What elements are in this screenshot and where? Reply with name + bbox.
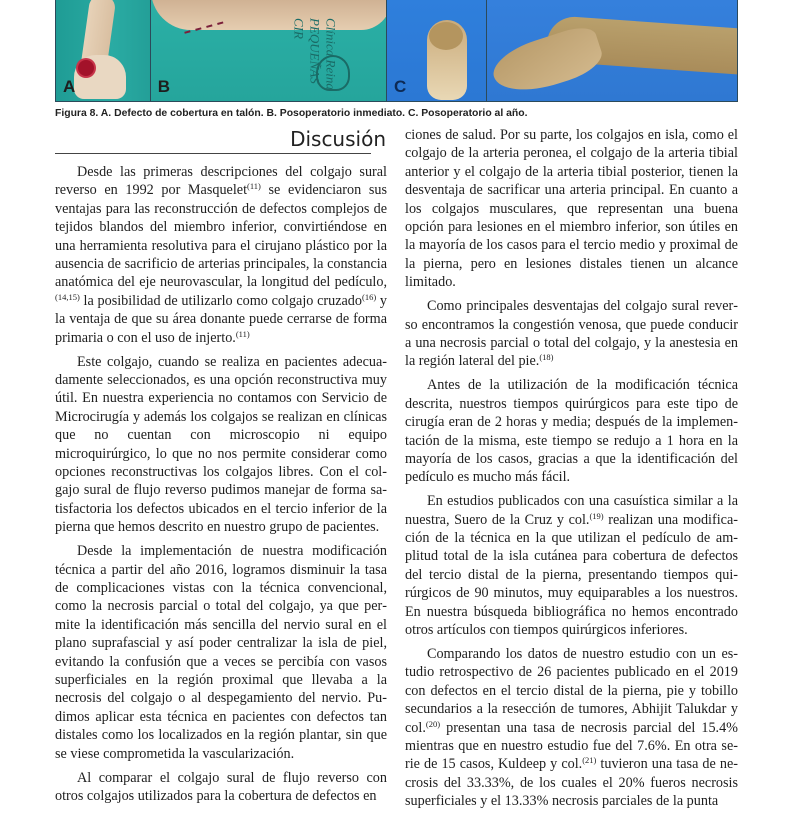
paragraph: Este colgajo, cuando se realiza en pacientes adecuadamente seleccionados, es una opción reconstructiva muy útil. En nuestra experiencia no contamos con Servicio de Microcirugía y además los colgajos se realizan en clínicas que no cuentan con microscopio ni equipo microquirúrgico, lo que no nos permite considerar como opciones reconstructivas los colgajos libres. Con el colgajo sural de flujo reverso pudimos manejar de forma satisfactoria los defectos ubicados en el tercio inferior de la pierna que hemos descrito en nuestro grupo de pacientes. — [55, 353, 387, 536]
text: realizan una modificación de la técnica en la que utilizan el pedículo de amplitud total de la isla cutánea para cobertura de defectos del tercio distal de la pierna, presentando tiempos quirúrgicos de 90 minutos, muy equiparables a los nuestros. En nuestra búsqueda bibliográfica no hemos encontrado otros artículos con tiempos quirúrgicos inferiores. — [405, 511, 738, 639]
heading-rule — [55, 153, 371, 154]
text: presentan una tasa de necrosis parcial del 15.4% mientras que en nuestro estudio fue del 7.6%. En otra serie de 15 casos, Kuldeep y col. — [405, 719, 738, 773]
paragraph: Al comparar el colgajo sural de flujo reverso con otros colgajos utilizados para la cobertura de defectos en — [55, 769, 387, 804]
text: Como principales desventajas del colgajo sural reverso encontramos la congestión venosa, que puede conducir a una necrosis parcial o total del colgajo, y la anestesia en la región lateral del pie. — [405, 298, 738, 370]
paragraph — [405, 645, 738, 811]
drape-text: Clínica Reina PEQUEÑAS CIR — [291, 18, 339, 90]
text: se evidenciaron sus ventajas para las reconstrucción de defectos complejos de tejidos blandos del miembro inferior, convirtiéndose en una herramienta resolutiva para el cirujano plástico por la ausencia de sacrificio de arterias principales, la constancia anatómica del eje neurovascular, la longitud del pedículo, — [55, 182, 387, 291]
figure-caption: Figura 8. A. Defecto de cobertura en talón. B. Posoperatorio inmediato. C. Posoperatorio al año. — [55, 108, 528, 119]
reference: (20) — [425, 718, 441, 729]
reference: (16) — [362, 291, 377, 302]
reference: (18) — [539, 352, 554, 363]
text: En estudios publicados con una casuística similar a la nuestra, Suero de la Cruz y col. — [405, 493, 738, 528]
paragraph-continued: ciones de salud. Por su parte, los colgajos en isla, como el colgajo de la arteria peronea, el colgajo de la arteria tibial anterior y el colgajo de la arteria tibial posterior, tienen la desventaja de sacrificar una arteria principal. En cuanto a los colgajos musculares, que representan una buena opción para lesiones en el miembro inferior, son útiles en la mayoría de los casos para el tercio medio y proximal de la pierna, pero en lesiones distales tienen un alcance limitado. — [405, 127, 738, 291]
figure-8 — [55, 0, 738, 102]
paragraph: Antes de la utilización de la modificación técnica descrita, nuestros tiempos quirúrgicos para este tipo de cirugía eran de 2 horas y media; después de la implementación de la misma, este tiempo se redujo a 1 hora en la mayoría de los casos, gracias a que la identificación del pedículo es mucho más fácil. — [405, 377, 738, 486]
text: Desde las primeras descripciones del colgajo sural reverso en 1992 por Masquelet — [55, 164, 387, 199]
paragraph — [405, 297, 738, 371]
text: y la ventaja de que su área donante puede cerrarse de forma primaria o con el uso de injerto. — [55, 292, 387, 346]
photo-panel-c — [387, 0, 487, 101]
reference: (11) — [235, 328, 250, 339]
photo-panel-a — [56, 0, 151, 101]
photo-panel-d — [487, 0, 737, 101]
text: la posibilidad de utilizarlo como colgajo cruzado — [79, 292, 362, 309]
panel-label-c: C — [394, 77, 407, 96]
left-column — [55, 163, 387, 811]
panel-label-b: B — [157, 77, 170, 96]
paragraph — [55, 163, 387, 347]
reference: (11) — [247, 181, 261, 192]
foot-lateral-shape — [487, 22, 606, 101]
crest-logo-icon — [316, 55, 350, 91]
section-heading: Discusión — [290, 127, 386, 151]
wound-defect — [78, 60, 94, 76]
text: tuvieron una tasa de necrosis del 33.33%, de los cuales el 20% fueros necrosis superficiales y el 13.33% necrosis parciales de la punta — [405, 756, 738, 810]
reference: (19) — [589, 510, 604, 521]
panel-label-a: A — [63, 77, 76, 96]
reference: (21) — [582, 755, 597, 766]
right-column — [405, 126, 738, 816]
reference: (14,15) — [55, 291, 80, 302]
paragraph — [405, 492, 738, 639]
paragraph: Desde la implementación de nuestra modificación técnica a partir del año 2016, logramos disminuir la tasa de complicaciones vistas con la técnica convencional, como la necrosis parcial o total del colgajo, ya que permite la identificación más sencilla del nervio sural en el plano suprafascial y así poder centralizar la isla de piel, evitando la confusión que a veces se percibía con vasos superficiales en la región proximal que llevaba a la necrosis del colgajo o al despegamiento del nervio. Pudimos aplicar esta técnica en pacientes con defectos tan distales como los localizados en la región plantar, sin que se viese comprometida la vascularización. — [55, 543, 387, 762]
text: Comparando los datos de nuestro estudio con un estudio retrospectivo de 26 pacientes publicado en el 2019 con defectos en el tercio distal de la pierna, pie y tobillo secundarios a la resección de tumores, Abhijit Talukdar y col. — [405, 645, 738, 736]
heel-flap — [429, 22, 463, 50]
photo-panel-b — [151, 0, 387, 101]
